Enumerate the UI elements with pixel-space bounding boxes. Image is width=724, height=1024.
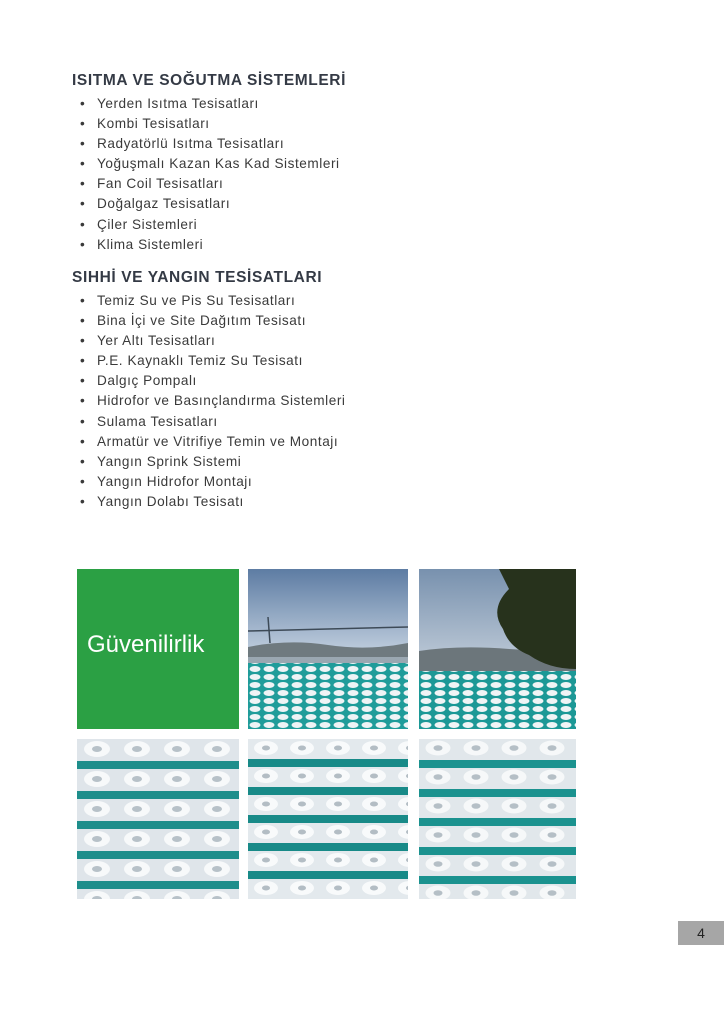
heating-title: ISITMA VE SOĞUTMA SİSTEMLERİ [72,72,346,89]
page-number: 4 [678,921,724,945]
list-item: • Klima Sistemleri [80,236,204,252]
list-item: • Hidrofor ve Basınçlandırma Sistemleri [80,393,346,409]
list-item: • Yangın Sprink Sistemi [80,453,242,469]
photo-panels-closeup-2 [248,739,408,899]
list-item: • P.E. Kaynaklı Temiz Su Tesisatı [80,353,303,369]
list-item: • Armatür ve Vitrifiye Temin ve Montajı [80,433,339,449]
list-item: • Sulama Tesisatları [80,413,218,429]
list-item: • Bina İçi ve Site Dağıtım Tesisatı [80,313,307,329]
reliability-label: Güvenilirlik [87,631,205,658]
heating-list [72,94,592,255]
reliability-tile [77,569,239,729]
list-item: • Yer Altı Tesisatları [80,333,216,349]
list-item: • Yoğuşmalı Kazan Kas Kad Sistemleri [80,156,340,172]
list-item: • Fan Coil Tesisatları [80,176,224,192]
photo-tree-panels [419,569,576,729]
list-item: • Çiler Sistemleri [80,216,198,232]
photo-panels-closeup-1 [77,739,239,899]
photo-panels-closeup-3 [419,739,576,899]
list-item: • Kombi Tesisatları [80,116,210,132]
plumbing-section [72,268,592,512]
list-item: • Dalgıç Pompalı [80,373,197,389]
plumbing-title: SIHHİ VE YANGIN TESİSATLARI [72,269,323,286]
list-item: • Temiz Su ve Pis Su Tesisatları [80,293,296,308]
photo-bridge-panels [248,569,408,729]
list-item: • Yerden Isıtma Tesisatları [80,96,259,111]
heating-section [72,71,592,255]
list-item: • Yangın Dolabı Tesisatı [80,493,244,509]
list-item: • Radyatörlü Isıtma Tesisatları [80,136,285,152]
list-item: • Yangın Hidrofor Montajı [80,473,253,489]
plumbing-list [72,291,592,512]
list-item: • Doğalgaz Tesisatları [80,196,231,212]
